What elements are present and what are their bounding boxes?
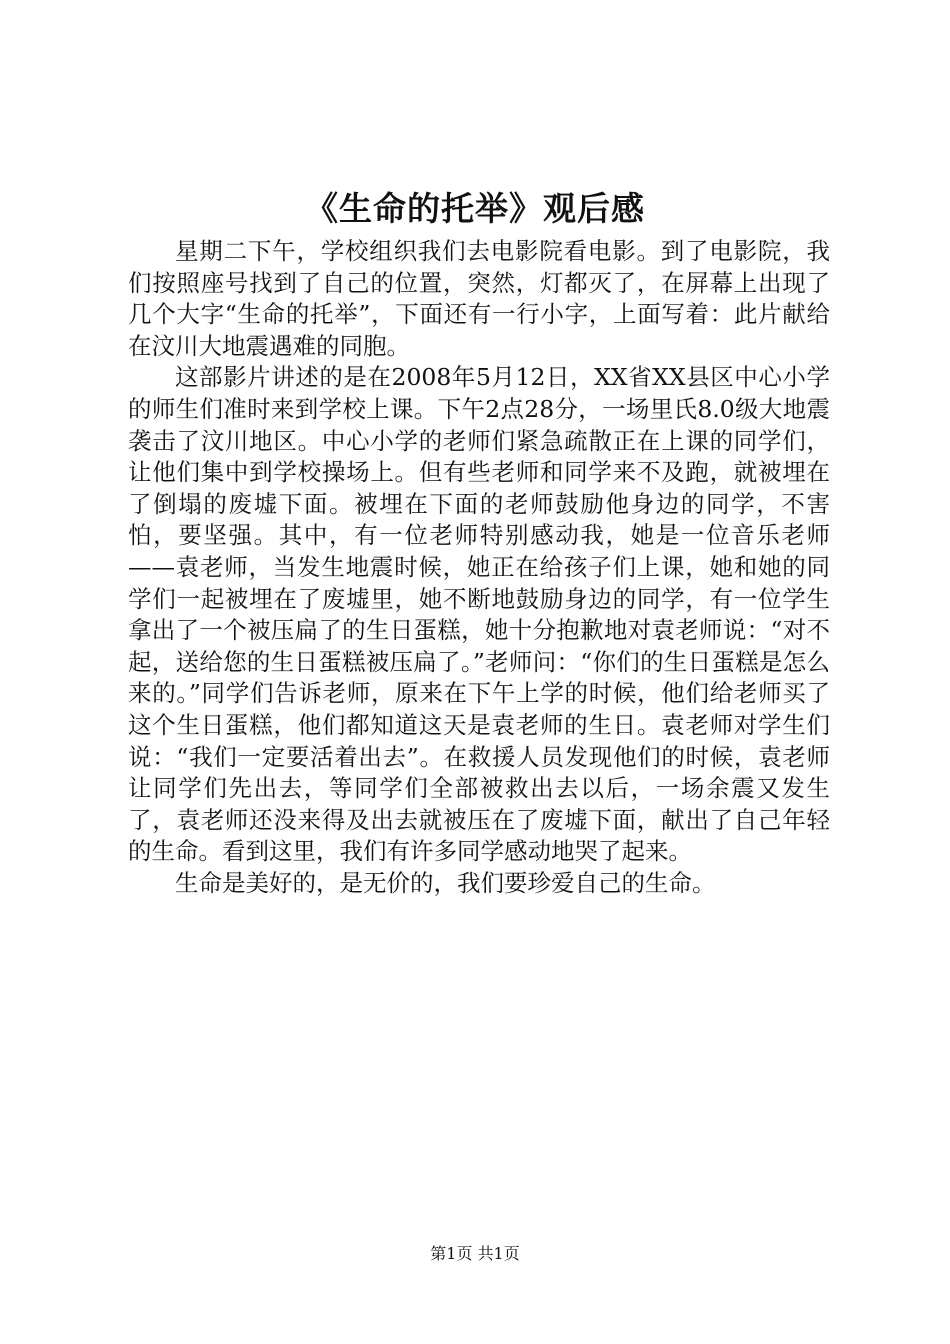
document-title: 《生命的托举》观后感 <box>305 189 645 228</box>
document-body <box>128 236 830 899</box>
page-footer: 第1页 共1页 <box>430 1244 520 1263</box>
paragraph-3: 生命是美好的，是无价的，我们要珍爱自己的生命。 <box>175 868 716 897</box>
paragraph-2: 这部影片讲述的是在2008年5月12日，XX省XX县区中心小学的师生们准时来到学校上课。下午2点28分，一场里氏8.0级大地震袭击了汶川地区。中心小学的老师们紧急疏散正在上课的同学们，让他们集中到学校操场上。但有些老师和同学来不及跑，就被埋在了倒塌的废墟下面。被埋在下面的老师鼓励他身边的同学，不害怕，要坚强。其中，有一位老师特别感动我，她是一位音乐老师——袁老师，当发生地震时候，她正在给孩子们上课，她和她的同学们一起被埋在了废墟里，她不断地鼓励身边的同学，有一位学生拿出了一个被压扁了的生日蛋糕，她十分抱歉地对袁老师说：“对不起，送给您的生日蛋糕被压扁了。”老师问：“你们的生日蛋糕是怎么来的。”同学们告诉老师，原来在下午上学的时候，他们给老师买了这个生日蛋糕，他们都知道这天是袁老师的生日。袁老师对学生们说：“我们一定要活着出去”。在救援人员发现他们的时候，袁老师让同学们先出去，等同学们全部被救出去以后，一场余震又发生了，袁老师还没来得及出去就被压在了废墟下面，献出了自己年轻的生命。看到这里，我们有许多同学感动地哭了起来。 <box>128 363 830 866</box>
paragraph-1: 星期二下午，学校组织我们去电影院看电影。到了电影院，我们按照座号找到了自己的位置，突然，灯都灭了，在屏幕上出现了几个大字“生命的托举”，下面还有一行小字，上面写着：此片献给在汶川大地震遇难的同胞。 <box>128 237 830 360</box>
